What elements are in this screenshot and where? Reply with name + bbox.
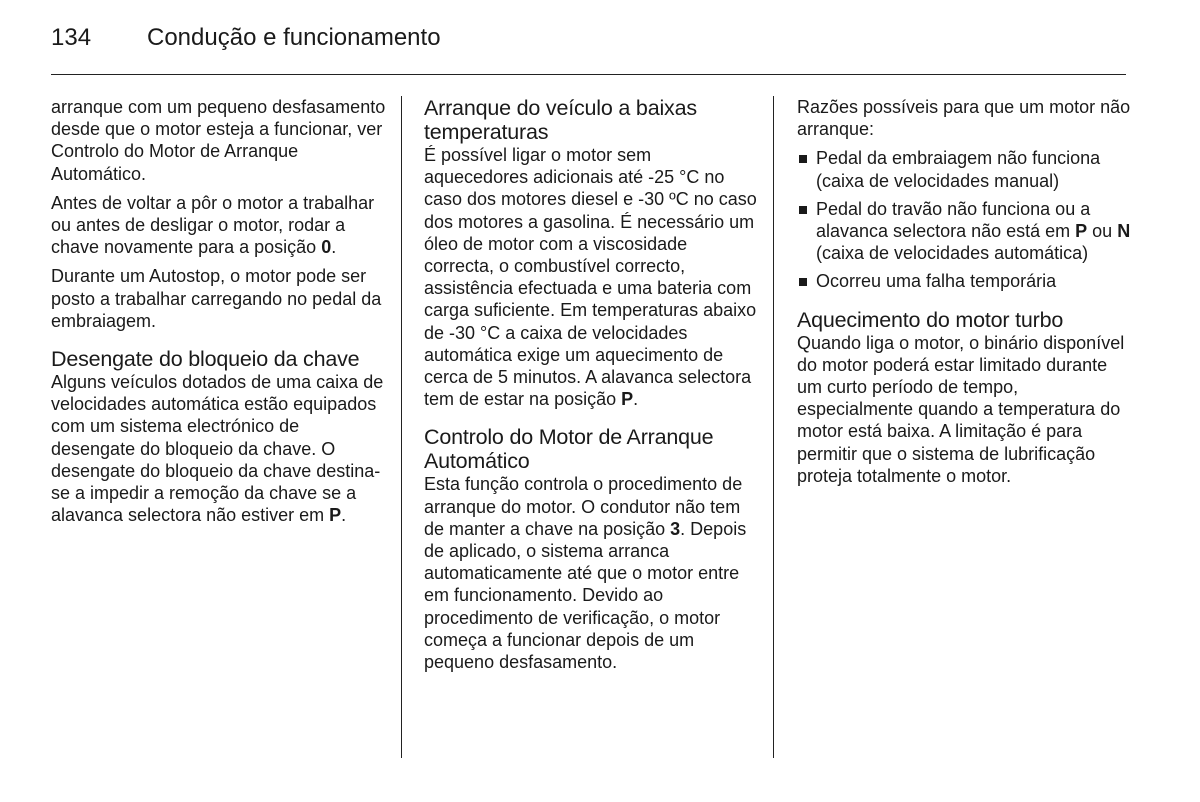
section-heading-turbo: Aquecimento do motor turbo: [797, 307, 1064, 332]
paragraph: Durante um Autostop, o motor pode ser posto a trabalhar carregando no pedal da embraiagem.: [51, 266, 382, 331]
paragraph: Alguns veículos dotados de uma caixa de velocidades automática estão equipados com um sistema electrónico de desengate do bloqueio da chave. O desengate do bloqueio da chave destina-se a impedir a remoção da chave se a alavanca selectora não estiver em P.: [51, 372, 384, 526]
column-3: [797, 96, 1132, 494]
section-heading-cold-start: Arranque do veículo a baixas temperaturas: [424, 96, 697, 144]
header-rule: [51, 74, 1126, 75]
bullet-icon: [799, 155, 807, 163]
paragraph: É possível ligar o motor sem aquecedores adicionais até -25 °C no caso dos motores diesel e -30 ºC no caso dos motores a gasolina. É necessário um óleo de motor com a viscosidade correcta, o combustível correcto, assistência efectuada e uma bateria com carga suficiente. Em temperaturas abaixo de -30 °C a caixa de velocidades automática exige um aquecimento de cerca de 5 minutos. A alavanca selectora tem de estar na posição P.: [424, 145, 757, 410]
page-number: 134: [51, 24, 92, 51]
paragraph: Antes de voltar a pôr o motor a trabalhar ou antes de desligar o motor, rodar a chave novamente para a posição 0.: [51, 192, 375, 258]
column-divider-2: [773, 96, 774, 758]
list-item: Pedal da embraiagem não funciona (caixa de velocidades manual): [797, 147, 1132, 191]
paragraph: Razões possíveis para que um motor não arranque:: [797, 97, 1131, 140]
column-1: [51, 96, 386, 533]
running-title: Condução e funcionamento: [147, 24, 441, 51]
column-divider-1: [401, 96, 402, 758]
section-heading-auto-start: Controlo do Motor de Arranque Automático: [424, 425, 714, 474]
bullet-icon: [799, 278, 807, 286]
list-item: Pedal do travão não funciona ou a alavanca selectora não está em P ou N (caixa de velocidades automática): [797, 198, 1132, 265]
section-heading-key-release: Desengate do bloqueio da chave: [51, 347, 360, 372]
reasons-list: [797, 147, 1132, 292]
list-item: Ocorreu uma falha temporária: [797, 270, 1132, 292]
paragraph: Esta função controla o procedimento de arranque do motor. O condutor não tem de manter a chave na posição 3. Depois de aplicado, o sistema arranca automaticamente até que o motor entre em funcionamento. Devido ao procedimento de verificação, o motor começa a funcionar depois de um pequeno desfasamento.: [424, 474, 747, 673]
column-2: [424, 96, 759, 680]
bullet-icon: [799, 206, 807, 214]
page-header: [51, 24, 1126, 58]
paragraph: Quando liga o motor, o binário disponível do motor poderá estar limitado durante um curto período de tempo, especialmente quando a temperatura do motor está baixa. A limitação é para permitir que o sistema de lubrificação proteja totalmente o motor.: [797, 332, 1125, 486]
paragraph: arranque com um pequeno desfasamento desde que o motor esteja a funcionar, ver Controlo do Motor de Arranque Automático.: [51, 97, 386, 184]
